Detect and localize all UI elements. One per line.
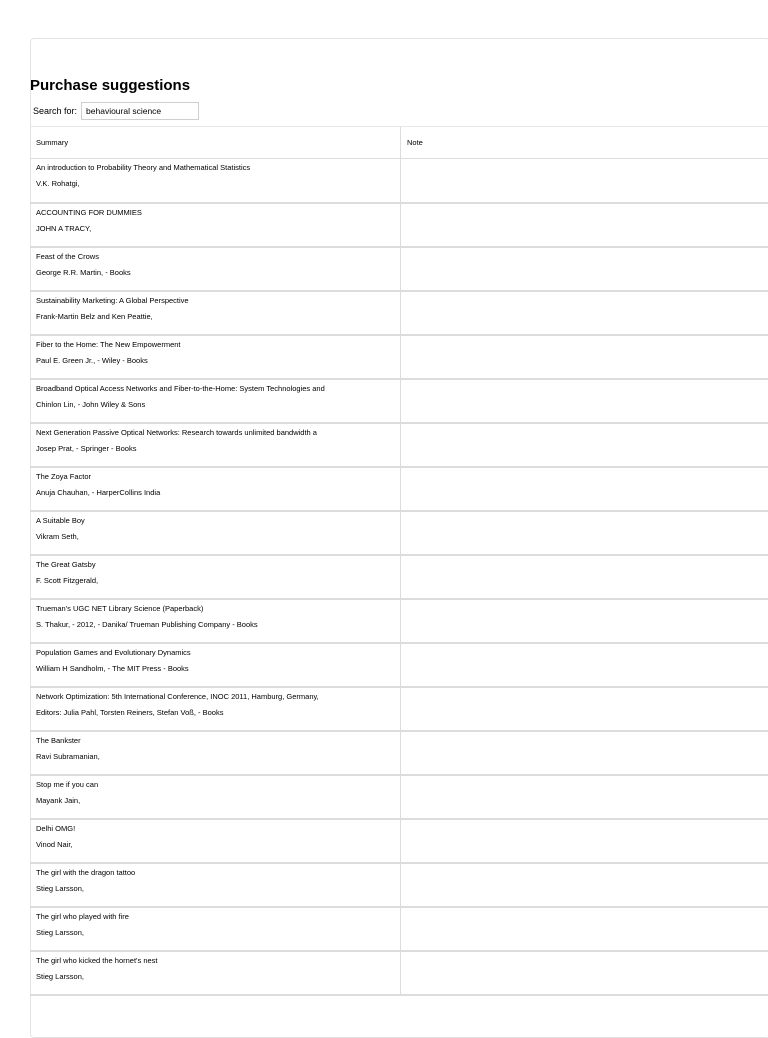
item-title: Stop me if you can	[36, 777, 400, 793]
summary-cell	[30, 335, 401, 379]
note-cell	[401, 335, 768, 379]
suggestions-table	[30, 126, 768, 996]
summary-cell	[30, 379, 401, 423]
item-title: Population Games and Evolutionary Dynamics	[36, 645, 400, 661]
summary-cell	[30, 159, 401, 203]
item-author: Paul E. Green Jr., - Wiley - Books	[36, 353, 400, 369]
item-author: S. Thakur, - 2012, - Danika/ Trueman Publishing Company - Books	[36, 617, 400, 633]
table-row[interactable]	[30, 467, 768, 511]
item-author: Stieg Larsson,	[36, 925, 400, 941]
note-cell	[401, 511, 768, 555]
note-cell	[401, 731, 768, 775]
note-cell	[401, 687, 768, 731]
item-title: The girl who played with fire	[36, 909, 400, 925]
item-title: Fiber to the Home: The New Empowerment	[36, 337, 400, 353]
item-author: Editors: Julia Pahl, Torsten Reiners, Stefan Voß, - Books	[36, 705, 400, 721]
summary-cell	[30, 643, 401, 687]
column-header-note[interactable]: Note	[401, 127, 768, 159]
item-author: Josep Prat, - Springer - Books	[36, 441, 400, 457]
note-cell	[401, 423, 768, 467]
table-row[interactable]	[30, 731, 768, 775]
note-cell	[401, 951, 768, 995]
table-row[interactable]	[30, 247, 768, 291]
summary-cell	[30, 951, 401, 995]
search-label: Search for:	[33, 106, 77, 116]
item-title: A Suitable Boy	[36, 513, 400, 529]
table-row[interactable]	[30, 159, 768, 203]
table-row[interactable]	[30, 819, 768, 863]
table-row[interactable]	[30, 555, 768, 599]
table-row[interactable]	[30, 907, 768, 951]
note-cell	[401, 907, 768, 951]
item-author: Vikram Seth,	[36, 529, 400, 545]
note-cell	[401, 599, 768, 643]
page-title: Purchase suggestions	[30, 77, 190, 94]
table-row[interactable]	[30, 775, 768, 819]
search-input[interactable]	[81, 102, 199, 120]
note-cell	[401, 819, 768, 863]
item-title: Next Generation Passive Optical Networks: Research towards unlimited bandwidth a	[36, 425, 400, 441]
summary-cell	[30, 819, 401, 863]
item-title: Network Optimization: 5th International Conference, INOC 2011, Hamburg, Germany,	[36, 689, 400, 705]
summary-cell	[30, 555, 401, 599]
summary-cell	[30, 863, 401, 907]
item-author: V.K. Rohatgi,	[36, 176, 400, 192]
summary-cell	[30, 599, 401, 643]
item-title: ACCOUNTING FOR DUMMIES	[36, 205, 400, 221]
note-cell	[401, 863, 768, 907]
summary-cell	[30, 907, 401, 951]
item-title: The Zoya Factor	[36, 469, 400, 485]
item-title: An introduction to Probability Theory and Mathematical Statistics	[36, 160, 400, 176]
summary-cell	[30, 291, 401, 335]
item-author: George R.R. Martin, - Books	[36, 265, 400, 281]
table-row[interactable]	[30, 643, 768, 687]
note-cell	[401, 379, 768, 423]
note-cell	[401, 203, 768, 247]
table-row[interactable]	[30, 511, 768, 555]
table-row[interactable]	[30, 863, 768, 907]
summary-cell	[30, 731, 401, 775]
item-author: Stieg Larsson,	[36, 969, 400, 985]
table-header-row	[30, 127, 768, 159]
summary-cell	[30, 511, 401, 555]
item-author: Stieg Larsson,	[36, 881, 400, 897]
item-author: Chinlon Lin, - John Wiley & Sons	[36, 397, 400, 413]
item-author: William H Sandholm, - The MIT Press - Books	[36, 661, 400, 677]
column-header-summary[interactable]: Summary	[30, 127, 401, 159]
table-body	[30, 159, 768, 995]
table-row[interactable]	[30, 951, 768, 995]
summary-cell	[30, 775, 401, 819]
summary-cell	[30, 687, 401, 731]
note-cell	[401, 775, 768, 819]
summary-cell	[30, 247, 401, 291]
item-author: Mayank Jain,	[36, 793, 400, 809]
item-author: F. Scott Fitzgerald,	[36, 573, 400, 589]
item-title: Sustainability Marketing: A Global Perspective	[36, 293, 400, 309]
table-row[interactable]	[30, 203, 768, 247]
item-author: JOHN A TRACY,	[36, 221, 400, 237]
note-cell	[401, 467, 768, 511]
table-row[interactable]	[30, 423, 768, 467]
summary-cell	[30, 467, 401, 511]
item-title: The girl with the dragon tattoo	[36, 865, 400, 881]
item-title: The Bankster	[36, 733, 400, 749]
table-row[interactable]	[30, 687, 768, 731]
summary-cell	[30, 203, 401, 247]
search-row	[33, 102, 199, 120]
item-title: Broadband Optical Access Networks and Fiber-to-the-Home: System Technologies and	[36, 381, 400, 397]
note-cell	[401, 643, 768, 687]
summary-cell	[30, 423, 401, 467]
table-row[interactable]	[30, 291, 768, 335]
item-title: The Great Gatsby	[36, 557, 400, 573]
note-cell	[401, 159, 768, 203]
table-row[interactable]	[30, 379, 768, 423]
table-row[interactable]	[30, 599, 768, 643]
item-title: The girl who kicked the hornet's nest	[36, 953, 400, 969]
item-title: Delhi OMG!	[36, 821, 400, 837]
note-cell	[401, 555, 768, 599]
item-author: Anuja Chauhan, - HarperCollins India	[36, 485, 400, 501]
item-title: Feast of the Crows	[36, 249, 400, 265]
note-cell	[401, 247, 768, 291]
note-cell	[401, 291, 768, 335]
item-author: Ravi Subramanian,	[36, 749, 400, 765]
table-row[interactable]	[30, 335, 768, 379]
item-title: Trueman's UGC NET Library Science (Paperback)	[36, 601, 400, 617]
item-author: Vinod Nair,	[36, 837, 400, 853]
item-author: Frank-Martin Belz and Ken Peattie,	[36, 309, 400, 325]
